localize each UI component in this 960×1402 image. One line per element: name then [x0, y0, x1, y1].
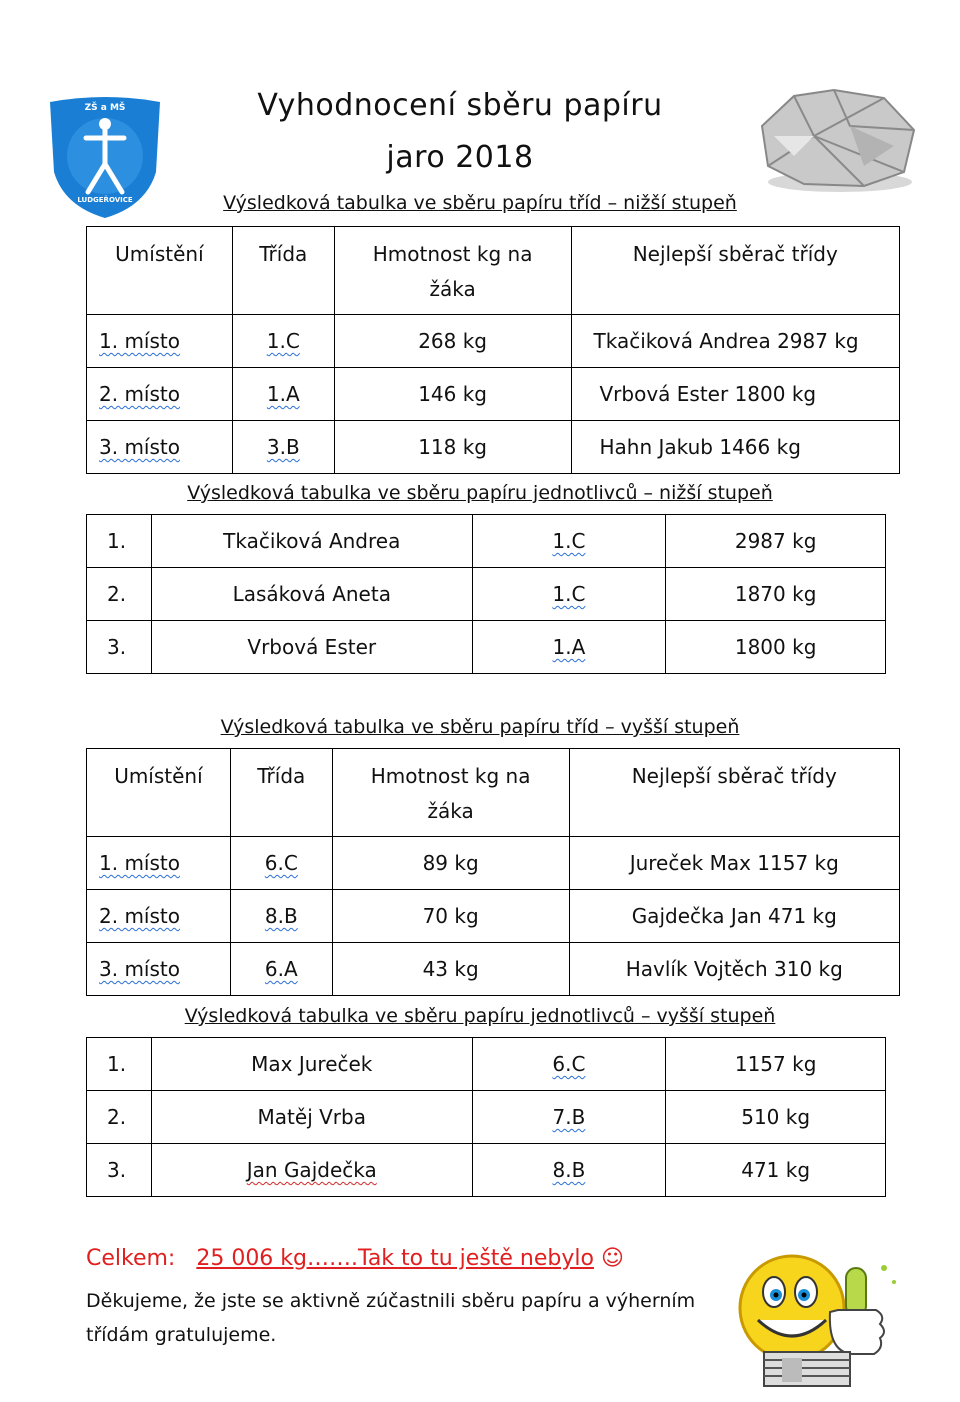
- page-subtitle-season: jaro 2018: [386, 140, 534, 175]
- class-cell: 1.A: [266, 382, 300, 406]
- best-collector-cell: Tkačiková Andrea 2987 kg: [571, 315, 900, 368]
- upper-classes-table: [86, 748, 900, 996]
- table-row: [87, 621, 886, 674]
- placement-cell: 2. místo: [99, 904, 180, 928]
- total-value: 25 006 kg: [196, 1246, 308, 1271]
- class-cell: 1.A: [552, 635, 586, 659]
- table-row: [87, 1038, 886, 1091]
- header-weight-per-pupil: Hmotnost kg na žáka: [332, 749, 569, 837]
- name-cell: Vrbová Ester: [151, 621, 472, 674]
- table-row: [87, 890, 900, 943]
- class-cell: 6.A: [264, 957, 298, 981]
- weight-cell: 146 kg: [334, 368, 571, 421]
- table-header-row: [87, 749, 900, 837]
- best-collector-cell: Hahn Jakub 1466 kg: [571, 421, 900, 474]
- best-collector-cell: Jureček Max 1157 kg: [569, 837, 899, 890]
- class-cell: 1.C: [266, 329, 300, 353]
- logo-bottom-text: LUDGEŘOVICE: [77, 196, 133, 204]
- lower-classes-table-title: Výsledková tabulka ve sběru papíru tříd – nižší stupeň: [223, 192, 737, 214]
- table-row: [87, 568, 886, 621]
- page-title: Vyhodnocení sběru papíru: [257, 88, 663, 123]
- rank-cell: 1.: [87, 1038, 152, 1091]
- weight-cell: 89 kg: [332, 837, 569, 890]
- rank-cell: 3.: [87, 621, 152, 674]
- weight-cell: 471 kg: [666, 1144, 886, 1197]
- table-row: [87, 515, 886, 568]
- lower-classes-table: [86, 226, 900, 474]
- total-remark: Tak to tu ještě nebylo: [358, 1246, 594, 1271]
- class-cell: 7.B: [552, 1105, 586, 1129]
- table-header-row: [87, 227, 900, 315]
- name-cell: Jan Gajdečka: [246, 1158, 377, 1182]
- class-cell: 1.C: [552, 529, 586, 553]
- total-dots: …….: [307, 1246, 359, 1271]
- class-cell: 1.C: [552, 582, 586, 606]
- upper-classes-table-title: Výsledková tabulka ve sběru papíru tříd – vyšší stupeň: [220, 716, 740, 738]
- rank-cell: 2.: [87, 568, 152, 621]
- weight-cell: 1157 kg: [666, 1038, 886, 1091]
- best-collector-cell: Vrbová Ester 1800 kg: [571, 368, 900, 421]
- header-best-collector: Nejlepší sběrač třídy: [569, 749, 899, 837]
- class-cell: 8.B: [264, 904, 298, 928]
- name-cell: Matěj Vrba: [151, 1091, 472, 1144]
- lower-individuals-table: [86, 514, 886, 674]
- header-class: Třída: [230, 749, 332, 837]
- header-placement: Umístění: [87, 227, 233, 315]
- weight-cell: 1870 kg: [666, 568, 886, 621]
- name-cell: Tkačiková Andrea: [223, 529, 401, 553]
- placement-cell: 1. místo: [99, 851, 180, 875]
- class-cell: 8.B: [552, 1158, 586, 1182]
- weight-cell: 268 kg: [334, 315, 571, 368]
- table-row: [87, 1144, 886, 1197]
- weight-cell: 43 kg: [332, 943, 569, 996]
- weight-cell: 70 kg: [332, 890, 569, 943]
- thanks-text: Děkujeme, že jste se aktivně zúčastnili sběru papíru a výherním třídám gratulujeme.: [86, 1290, 696, 1346]
- total-label: Celkem:: [86, 1246, 176, 1271]
- class-cell: 3.B: [266, 435, 300, 459]
- smile-icon: ☺: [600, 1246, 624, 1271]
- lower-individuals-table-title: Výsledková tabulka ve sběru papíru jednotlivců – nižší stupeň: [187, 482, 773, 504]
- upper-individuals-table: [86, 1037, 886, 1197]
- weight-cell: 2987 kg: [666, 515, 886, 568]
- header-best-collector: Nejlepší sběrač třídy: [571, 227, 900, 315]
- rank-cell: 3.: [87, 1144, 152, 1197]
- placement-cell: 1. místo: [99, 329, 180, 353]
- table-row: [87, 1091, 886, 1144]
- header-weight-per-pupil: Hmotnost kg na žáka: [334, 227, 571, 315]
- class-cell: 6.C: [552, 1052, 586, 1076]
- header-placement: Umístění: [87, 749, 231, 837]
- table-row: [87, 421, 900, 474]
- weight-cell: 118 kg: [334, 421, 571, 474]
- best-collector-cell: Havlík Vojtěch 310 kg: [569, 943, 899, 996]
- weight-cell: 1800 kg: [666, 621, 886, 674]
- rank-cell: 2.: [87, 1091, 152, 1144]
- header-class: Třída: [232, 227, 334, 315]
- weight-cell: 510 kg: [666, 1091, 886, 1144]
- table-row: [87, 837, 900, 890]
- placement-cell: 2. místo: [99, 382, 180, 406]
- table-row: [87, 315, 900, 368]
- upper-individuals-table-title: Výsledková tabulka ve sběru papíru jednotlivců – vyšší stupeň: [184, 1005, 776, 1027]
- best-collector-cell: Gajdečka Jan 471 kg: [569, 890, 899, 943]
- name-cell: Lasáková Aneta: [151, 568, 472, 621]
- placement-cell: 3. místo: [99, 957, 180, 981]
- logo-top-text: ZŠ a MŠ: [84, 103, 126, 113]
- class-cell: 6.C: [264, 851, 298, 875]
- placement-cell: 3. místo: [99, 435, 180, 459]
- rank-cell: 1.: [87, 515, 152, 568]
- table-row: [87, 368, 900, 421]
- smiley-thumbs-up-icon: [734, 1248, 910, 1394]
- total-line: [86, 1246, 624, 1271]
- table-row: [87, 943, 900, 996]
- name-cell: Max Jureček: [151, 1038, 472, 1091]
